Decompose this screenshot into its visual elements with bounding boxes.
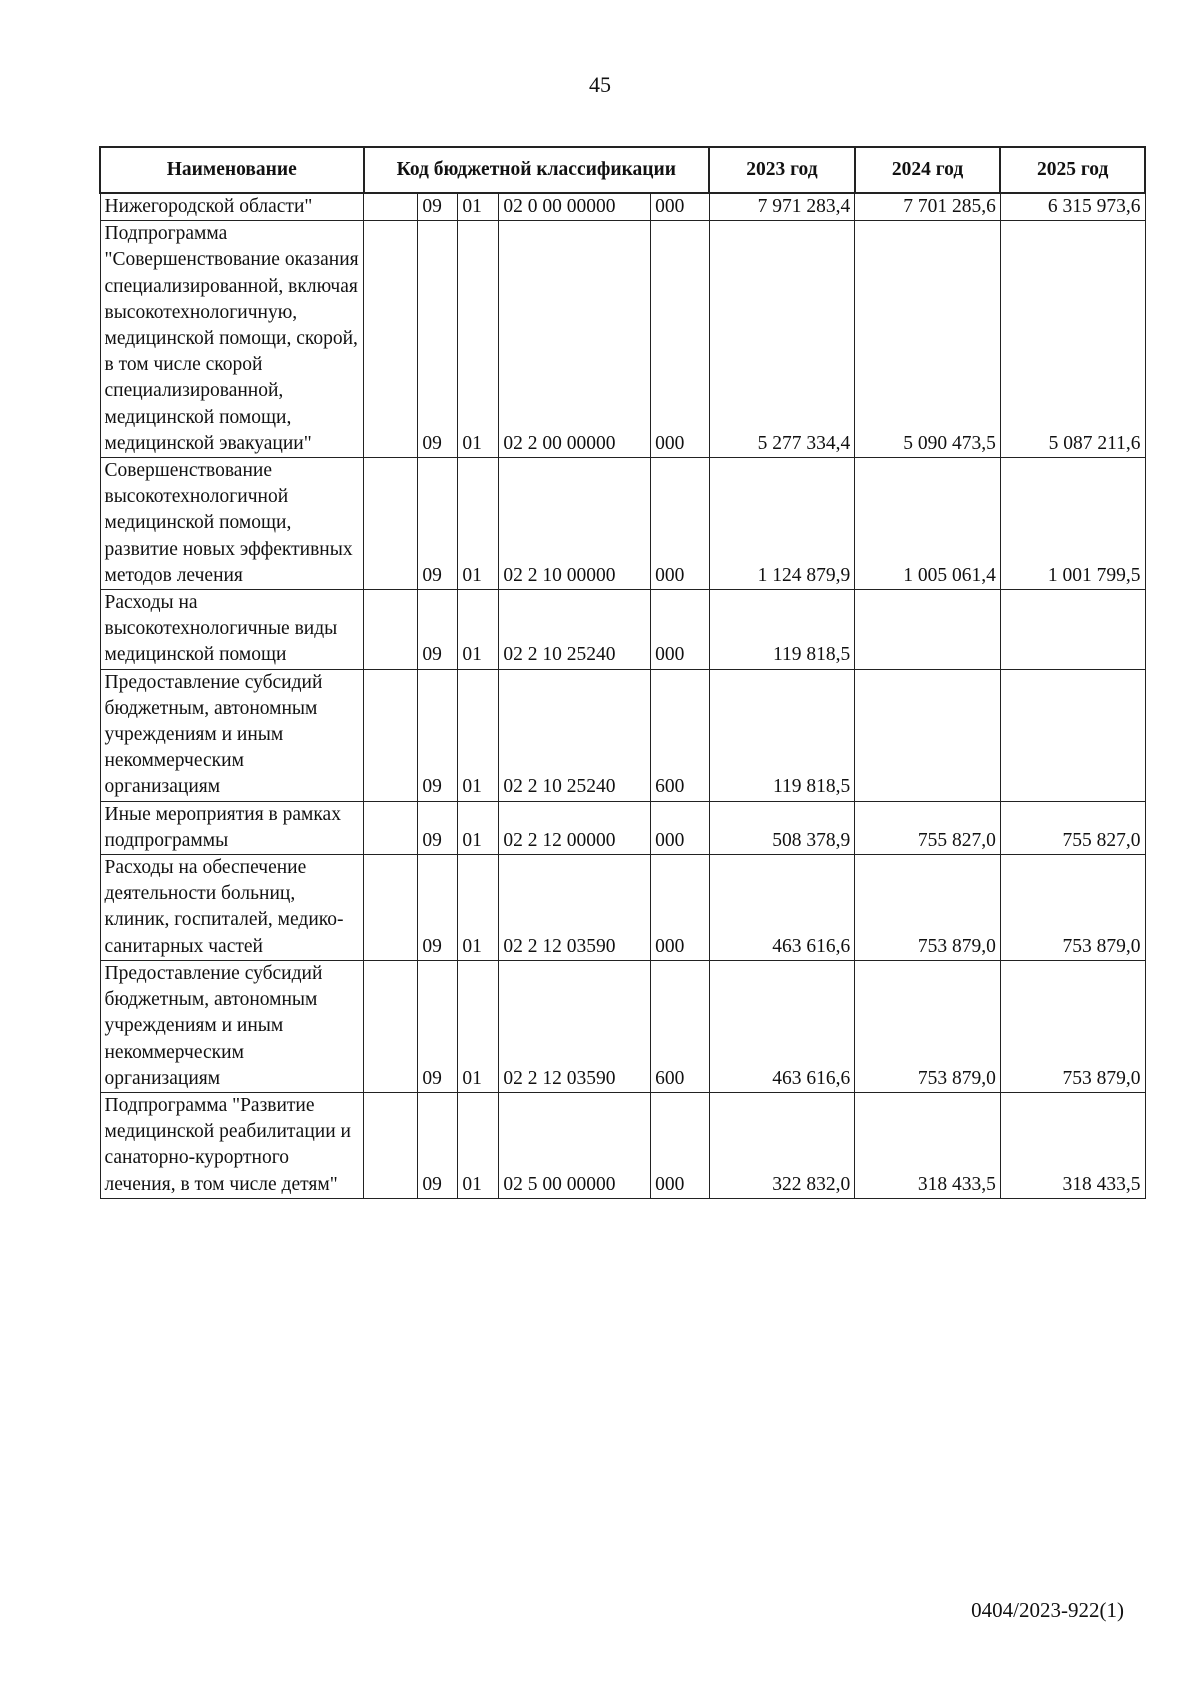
cell-code-expense-type: 600 (651, 669, 709, 801)
cell-2023: 1 124 879,9 (709, 458, 855, 590)
cell-2024: 753 879,0 (855, 960, 1001, 1092)
cell-name: Совершенствование высокотехнологичной медицинской помощи, развитие новых эффективных методов лечения (100, 458, 364, 590)
page-number: 45 (589, 72, 611, 97)
cell-2025 (1000, 669, 1145, 801)
cell-code-1 (364, 458, 418, 590)
cell-2025: 318 433,5 (1000, 1092, 1145, 1198)
cell-2024: 318 433,5 (855, 1092, 1001, 1198)
cell-code-expense-type: 000 (651, 1092, 709, 1198)
cell-code-1 (364, 960, 418, 1092)
budget-table (99, 146, 1146, 1199)
cell-code-1 (364, 801, 418, 854)
cell-code-1 (364, 221, 418, 458)
document-id: 0404/2023-922(1) (971, 1598, 1124, 1622)
cell-code-target: 02 2 00 00000 (499, 221, 651, 458)
cell-code-target: 02 2 12 00000 (499, 801, 651, 854)
cell-code-subsection: 01 (458, 1092, 499, 1198)
cell-2025: 755 827,0 (1000, 801, 1145, 854)
cell-code-subsection: 01 (458, 669, 499, 801)
cell-code-subsection: 01 (458, 193, 499, 221)
table-row (100, 590, 1145, 670)
cell-code-section: 09 (418, 458, 458, 590)
header-2023: 2023 год (709, 147, 855, 193)
cell-name: Предоставление субсидий бюджетным, автономным учреждениям и иным некоммерческим организациям (100, 960, 364, 1092)
cell-code-target: 02 2 10 25240 (499, 590, 651, 670)
cell-name: Предоставление субсидий бюджетным, автономным учреждениям и иным некоммерческим организациям (100, 669, 364, 801)
cell-2024: 5 090 473,5 (855, 221, 1001, 458)
cell-code-expense-type: 000 (651, 801, 709, 854)
cell-code-1 (364, 669, 418, 801)
cell-2023: 7 971 283,4 (709, 193, 855, 221)
cell-code-subsection: 01 (458, 458, 499, 590)
cell-code-section: 09 (418, 801, 458, 854)
cell-name: Подпрограмма "Развитие медицинской реабилитации и санаторно-курортного лечения, в том числе детям" (100, 1092, 364, 1198)
cell-code-target: 02 5 00 00000 (499, 1092, 651, 1198)
cell-code-1 (364, 855, 418, 961)
cell-2023: 463 616,6 (709, 960, 855, 1092)
cell-code-subsection: 01 (458, 855, 499, 961)
cell-code-section: 09 (418, 669, 458, 801)
cell-2025: 753 879,0 (1000, 855, 1145, 961)
cell-code-expense-type: 000 (651, 458, 709, 590)
cell-code-section: 09 (418, 855, 458, 961)
cell-2024: 753 879,0 (855, 855, 1001, 961)
table-row (100, 960, 1145, 1092)
cell-code-section: 09 (418, 193, 458, 221)
cell-code-section: 09 (418, 590, 458, 670)
cell-2024 (855, 590, 1001, 670)
cell-code-1 (364, 590, 418, 670)
cell-code-target: 02 2 12 03590 (499, 960, 651, 1092)
cell-name: Расходы на обеспечение деятельности больниц, клиник, госпиталей, медико-санитарных частей (100, 855, 364, 961)
cell-2023: 5 277 334,4 (709, 221, 855, 458)
header-code: Код бюджетной классификации (364, 147, 710, 193)
cell-2023: 119 818,5 (709, 669, 855, 801)
table-row (100, 801, 1145, 854)
cell-2023: 322 832,0 (709, 1092, 855, 1198)
cell-2024: 755 827,0 (855, 801, 1001, 854)
table-row (100, 855, 1145, 961)
cell-name: Подпрограмма "Совершенствование оказания специализированной, включая высокотехнологичную, медицинской помощи, скорой, в том числе скорой специализированной, медицинской помощи, медицинской эвакуации" (100, 221, 364, 458)
cell-name: Иные мероприятия в рамках подпрограммы (100, 801, 364, 854)
cell-code-1 (364, 1092, 418, 1198)
cell-2025: 5 087 211,6 (1000, 221, 1145, 458)
cell-code-section: 09 (418, 1092, 458, 1198)
cell-code-subsection: 01 (458, 960, 499, 1092)
table-row (100, 221, 1145, 458)
cell-code-target: 02 2 10 00000 (499, 458, 651, 590)
cell-2024: 7 701 285,6 (855, 193, 1001, 221)
cell-code-subsection: 01 (458, 590, 499, 670)
header-2025: 2025 год (1000, 147, 1145, 193)
table-body (100, 193, 1145, 1198)
cell-code-expense-type: 000 (651, 193, 709, 221)
cell-2025: 753 879,0 (1000, 960, 1145, 1092)
cell-code-expense-type: 000 (651, 221, 709, 458)
cell-2025: 6 315 973,6 (1000, 193, 1145, 221)
cell-code-1 (364, 193, 418, 221)
table-row (100, 1092, 1145, 1198)
cell-2023: 508 378,9 (709, 801, 855, 854)
header-2024: 2024 год (855, 147, 1001, 193)
cell-code-subsection: 01 (458, 221, 499, 458)
cell-code-target: 02 0 00 00000 (499, 193, 651, 221)
cell-code-expense-type: 600 (651, 960, 709, 1092)
table-row (100, 458, 1145, 590)
cell-2024: 1 005 061,4 (855, 458, 1001, 590)
cell-name: Расходы на высокотехнологичные виды медицинской помощи (100, 590, 364, 670)
cell-code-subsection: 01 (458, 801, 499, 854)
table-row (100, 193, 1145, 221)
cell-2024 (855, 669, 1001, 801)
table-row (100, 669, 1145, 801)
cell-code-target: 02 2 12 03590 (499, 855, 651, 961)
cell-code-expense-type: 000 (651, 590, 709, 670)
cell-2025 (1000, 590, 1145, 670)
cell-code-expense-type: 000 (651, 855, 709, 961)
cell-2023: 463 616,6 (709, 855, 855, 961)
cell-2023: 119 818,5 (709, 590, 855, 670)
table-header-row (100, 147, 1145, 193)
cell-2025: 1 001 799,5 (1000, 458, 1145, 590)
cell-code-section: 09 (418, 221, 458, 458)
cell-name: Нижегородской области" (100, 193, 364, 221)
header-name: Наименование (100, 147, 364, 193)
cell-code-target: 02 2 10 25240 (499, 669, 651, 801)
cell-code-section: 09 (418, 960, 458, 1092)
